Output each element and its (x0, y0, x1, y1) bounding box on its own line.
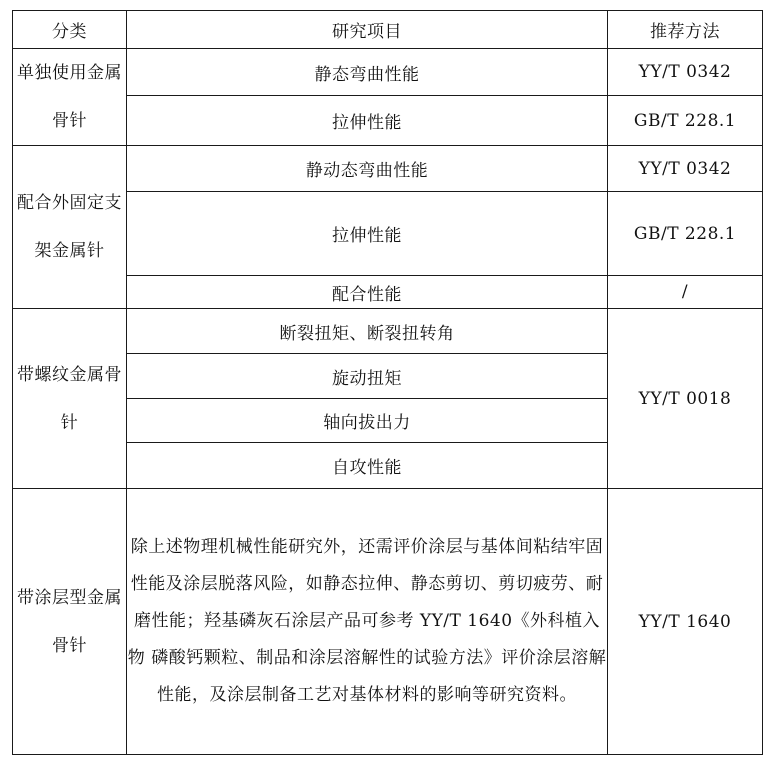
category-label: 带涂层型金属骨针 (17, 587, 122, 656)
table-row (13, 49, 763, 96)
method-cell: GB/T 228.1 (608, 192, 763, 276)
method-cell: YY/T 0018 (608, 309, 763, 489)
method-cell: YY/T 0342 (608, 49, 763, 96)
category-label: 配合外固定支架金属针 (17, 193, 122, 261)
category-label: 带螺纹金属骨针 (17, 364, 122, 433)
category-label: 单独使用金属骨针 (17, 63, 122, 131)
category-cell (13, 49, 127, 146)
method-cell: YY/T 0342 (608, 146, 763, 192)
method-cell: YY/T 1640 (608, 489, 763, 755)
header-item: 研究项目 (127, 11, 608, 49)
header-method: 推荐方法 (608, 11, 763, 49)
item-cell: 轴向拔出力 (127, 399, 608, 443)
research-items-table (12, 10, 763, 755)
category-cell (13, 309, 127, 489)
item-cell: 拉伸性能 (127, 96, 608, 146)
method-cell: / (608, 276, 763, 309)
table-row (13, 146, 763, 192)
item-cell: 旋动扭矩 (127, 354, 608, 399)
item-cell: 配合性能 (127, 276, 608, 309)
method-cell: GB/T 228.1 (608, 96, 763, 146)
description-cell: 除上述物理机械性能研究外，还需评价涂层与基体间粘结牢固性能及涂层脱落风险，如静态拉伸、静态剪切、剪切疲劳、耐磨性能；羟基磷灰石涂层产品可参考 YY/T 1640《外科植入物 磷酸钙颗粒、制品和涂层溶解性的试验方法》评价涂层溶解性能，及涂层制备工艺对基体材料的影响等研究资料。 (127, 489, 608, 755)
table-row (13, 309, 763, 354)
item-cell: 自攻性能 (127, 443, 608, 489)
item-cell: 静态弯曲性能 (127, 49, 608, 96)
category-cell (13, 146, 127, 309)
table-header-row (13, 11, 763, 49)
header-category: 分类 (13, 11, 127, 49)
category-cell (13, 489, 127, 755)
item-cell: 断裂扭矩、断裂扭转角 (127, 309, 608, 354)
item-cell: 静动态弯曲性能 (127, 146, 608, 192)
table-row (13, 489, 763, 755)
item-cell: 拉伸性能 (127, 192, 608, 276)
